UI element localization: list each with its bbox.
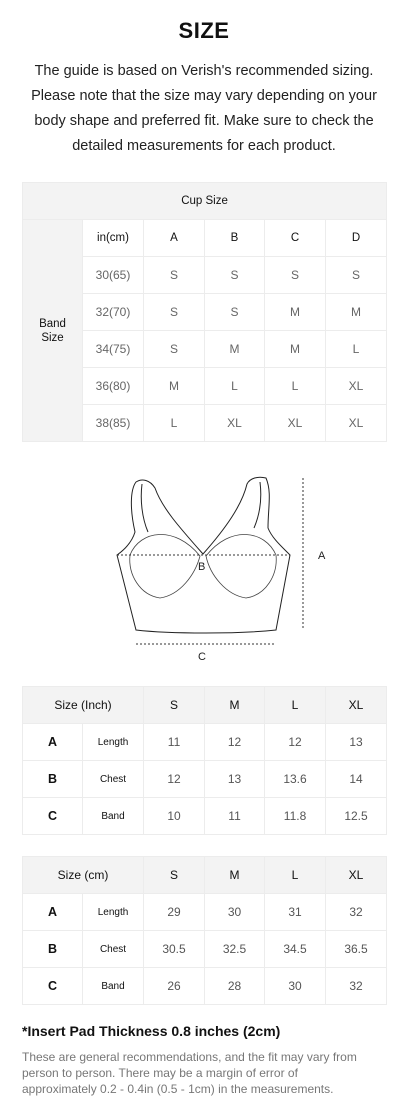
measure-letter: A xyxy=(23,724,83,761)
cup-header: A xyxy=(144,220,205,257)
size-cell: L xyxy=(326,331,387,368)
band-size-label: Band Size xyxy=(23,220,83,442)
size-cell: S xyxy=(144,294,205,331)
measure-value: 36.5 xyxy=(326,931,387,968)
size-cell: XL xyxy=(205,405,265,442)
size-cell: XL xyxy=(265,405,326,442)
measure-value: 30 xyxy=(205,894,265,931)
band-value: 32(70) xyxy=(83,294,144,331)
band-value: 36(80) xyxy=(83,368,144,405)
band-value: 34(75) xyxy=(83,331,144,368)
size-header: L xyxy=(265,687,326,724)
measure-value: 32.5 xyxy=(205,931,265,968)
table-row xyxy=(23,761,387,798)
cm-table-header: Size (cm) xyxy=(23,857,144,894)
measure-value: 12.5 xyxy=(326,798,387,835)
measure-value: 32 xyxy=(326,968,387,1005)
measure-value: 11 xyxy=(144,724,205,761)
size-header: M xyxy=(205,687,265,724)
disclaimer-text: These are general recommendations, and the fit may vary from person to person. There may be a margin of error of approximately 0.2 - 0.4in (0.5 - 1cm) in the measurements. xyxy=(22,1050,357,1096)
measure-value: 12 xyxy=(265,724,326,761)
measure-value: 13 xyxy=(205,761,265,798)
diagram-label-b: B xyxy=(198,561,206,573)
measure-part: Band xyxy=(83,798,144,835)
size-header: L xyxy=(265,857,326,894)
size-cell: M xyxy=(205,331,265,368)
size-cm-table xyxy=(22,856,387,1005)
measure-value: 14 xyxy=(326,761,387,798)
cup-header: B xyxy=(205,220,265,257)
measure-letter: C xyxy=(23,798,83,835)
size-inch-table xyxy=(22,686,387,835)
size-cell: S xyxy=(144,331,205,368)
size-cell: M xyxy=(265,331,326,368)
size-cell: L xyxy=(265,368,326,405)
measure-part: Chest xyxy=(83,931,144,968)
pad-thickness-note: *Insert Pad Thickness 0.8 inches (2cm) xyxy=(22,1023,281,1039)
unit-header: in(cm) xyxy=(83,220,144,257)
measure-value: 31 xyxy=(265,894,326,931)
size-cell: S xyxy=(205,294,265,331)
measure-value: 12 xyxy=(205,724,265,761)
table-row xyxy=(23,798,387,835)
inch-table-header: Size (Inch) xyxy=(23,687,144,724)
size-cell: M xyxy=(265,294,326,331)
size-cell: XL xyxy=(326,405,387,442)
measure-value: 12 xyxy=(144,761,205,798)
cup-size-table xyxy=(22,182,387,442)
measure-letter: B xyxy=(23,761,83,798)
measure-part: Band xyxy=(83,968,144,1005)
measure-part: Chest xyxy=(83,761,144,798)
table-row xyxy=(23,724,387,761)
cup-size-header: Cup Size xyxy=(23,183,387,220)
size-header: XL xyxy=(326,687,387,724)
band-value: 30(65) xyxy=(83,257,144,294)
size-cell: L xyxy=(144,405,205,442)
size-header: S xyxy=(144,687,205,724)
measure-value: 32 xyxy=(326,894,387,931)
size-cell: M xyxy=(144,368,205,405)
measure-value: 26 xyxy=(144,968,205,1005)
size-cell: M xyxy=(326,294,387,331)
size-header: XL xyxy=(326,857,387,894)
size-cell: S xyxy=(205,257,265,294)
measure-letter: C xyxy=(23,968,83,1005)
measure-value: 28 xyxy=(205,968,265,1005)
table-row xyxy=(23,968,387,1005)
band-value: 38(85) xyxy=(83,405,144,442)
diagram-label-a: A xyxy=(318,550,326,562)
size-cell: S xyxy=(326,257,387,294)
measure-letter: B xyxy=(23,931,83,968)
size-cell: S xyxy=(144,257,205,294)
bra-measurement-diagram xyxy=(100,470,330,670)
measure-part: Length xyxy=(83,894,144,931)
size-header: M xyxy=(205,857,265,894)
cup-header: D xyxy=(326,220,387,257)
table-row xyxy=(23,931,387,968)
measure-value: 10 xyxy=(144,798,205,835)
measure-value: 30 xyxy=(265,968,326,1005)
measure-value: 11 xyxy=(205,798,265,835)
diagram-label-c: C xyxy=(198,651,206,663)
size-cell: XL xyxy=(326,368,387,405)
intro-text: The guide is based on Verish's recommended sizing. Please note that the size may vary depending on your body shape and preferred fit. Make sure to check the detailed measurements for each product. xyxy=(31,63,377,154)
measure-value: 13.6 xyxy=(265,761,326,798)
table-row xyxy=(23,894,387,931)
measure-value: 30.5 xyxy=(144,931,205,968)
measure-value: 13 xyxy=(326,724,387,761)
size-cell: L xyxy=(205,368,265,405)
measure-value: 34.5 xyxy=(265,931,326,968)
page-title: SIZE xyxy=(178,18,230,43)
measure-letter: A xyxy=(23,894,83,931)
measure-value: 11.8 xyxy=(265,798,326,835)
measure-part: Length xyxy=(83,724,144,761)
size-header: S xyxy=(144,857,205,894)
size-cell: S xyxy=(265,257,326,294)
measure-value: 29 xyxy=(144,894,205,931)
cup-header: C xyxy=(265,220,326,257)
